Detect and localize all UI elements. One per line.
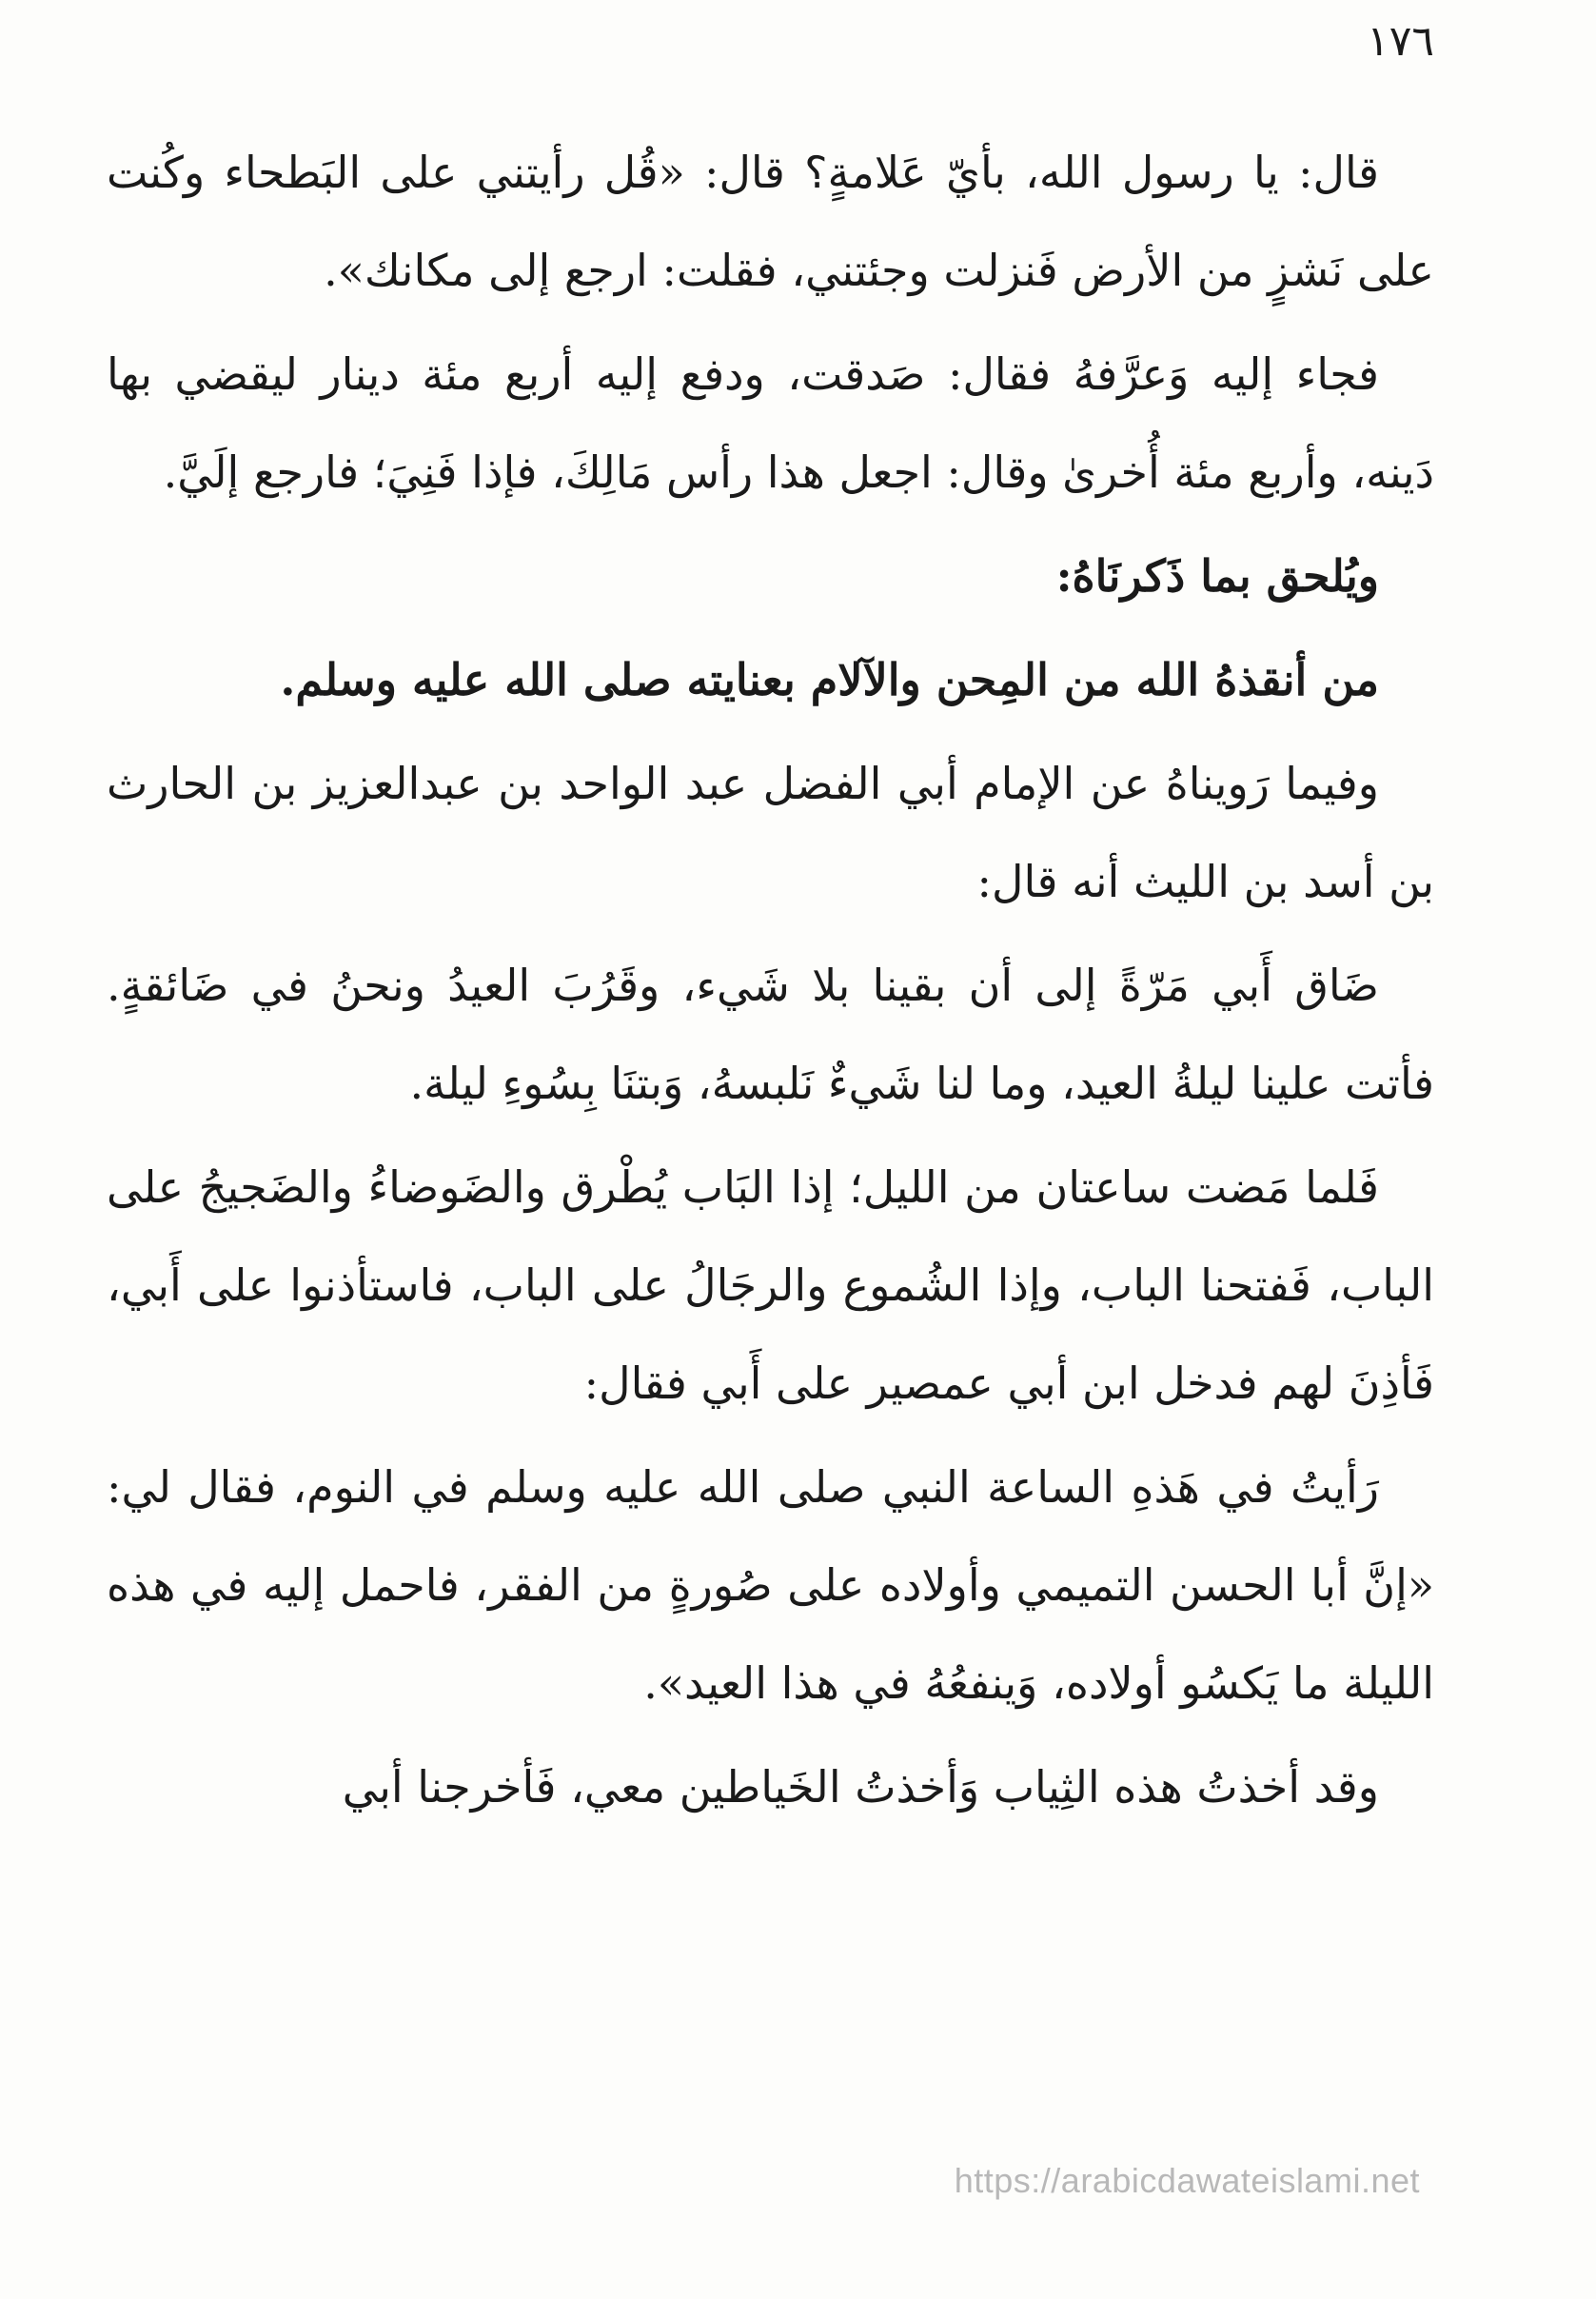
section-heading: ويُلحق بما ذَكرنَاهُ: (1055, 550, 1379, 602)
paragraph-1: قال: يا رسول الله، بأيّ عَلامةٍ؟ قال: «قُل رأيتني على البَطحاء وكُنت على نَشزٍ من الأرض فَنزلت وجئتني، فقلت: ارجع إلى مكانك». (107, 147, 1434, 296)
paragraph-5: فَلما مَضت ساعتان من الليل؛ إذا البَاب يُطْرق والضَوضاءُ والضَجيجُ على الباب، فَفتحنا الباب، وإذا الشُموع والرجَالُ على الباب، فاستأذنوا على أَبي، فَأذِنَ لهم فدخل ابن أبي عمصير على أَبي فقال: (107, 1161, 1434, 1409)
paragraph-6: رَأيتُ في هَذهِ الساعة النبي صلى الله عليه وسلم في النوم، فقال لي: «إنَّ أبا الحسن التميمي وأولاده على صُورةٍ من الفقر، فاحمل إليه في هذه الليلة ما يَكسُو أولاده، وَينفعُهُ في هذا العيد». (107, 1461, 1434, 1709)
page-number: ١٧٦ (1367, 17, 1434, 66)
body-text (107, 124, 1434, 1836)
website-watermark: https://arabicdawateislami.net (954, 2161, 1420, 2200)
paragraph-3: وفيما رَويناهُ عن الإمام أبي الفضل عبد الواحد بن عبدالعزيز بن الحارث بن أسد بن الليث أنه قال: (107, 758, 1434, 907)
section-subheading: من أنقذهُ الله من المِحن والآلام بعنايته صلى الله عليه وسلم. (280, 654, 1379, 705)
paragraph-7: وقد أخذتُ هذه الثِياب وَأخذتُ الخَياطين معي، فَأخرجنا أبي (342, 1761, 1379, 1813)
paragraph-4: ضَاق أَبي مَرّةً إلى أن بقينا بلا شَيء، وقَرُبَ العيدُ ونحنُ في ضَائقةٍ. فأتت علينا ليلةُ العيد، وما لنا شَيءٌ نَلبسهُ، وَبتنَا بِسُوءِ ليلة. (107, 960, 1434, 1109)
paragraph-2: فجاء إليه وَعرَّفهُ فقال: صَدقت، ودفع إليه أربع مئة دينار ليقضي بها دَينه، وأربع مئة أُخرىٰ وقال: اجعل هذا رأس مَالِكَ، فإذا فَنِيَ؛ فارجع إلَيَّ. (107, 348, 1434, 498)
